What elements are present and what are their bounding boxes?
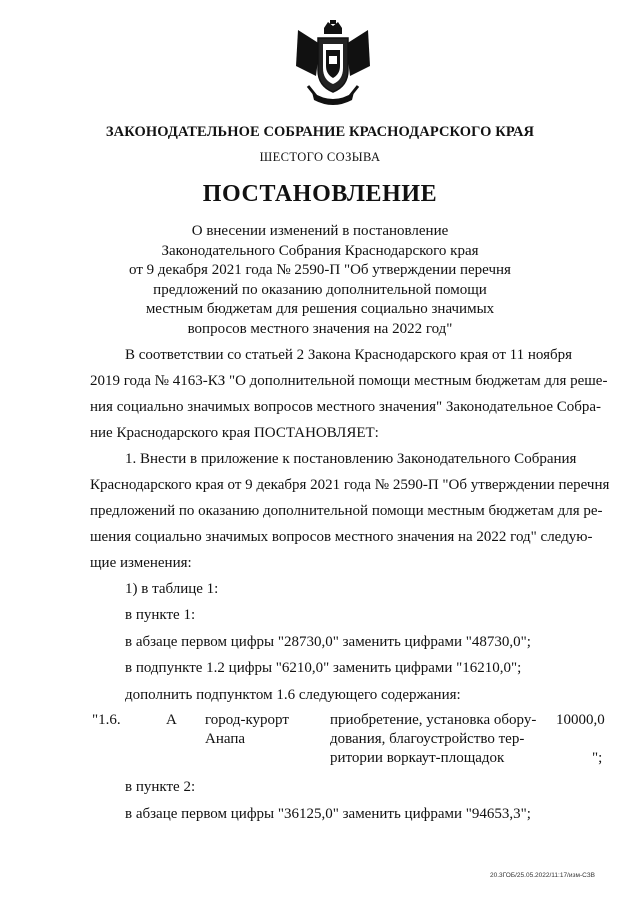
item-line: предложений по оказанию дополнительной помощи местным бюджетам для ре- [90,503,603,519]
item-line: Краснодарского края от 9 декабря 2021 года № 2590-П "Об утверждении перечня [90,477,610,493]
purpose-line: ритории воркаут-площадок [330,750,505,766]
coat-of-arms-emblem [290,20,376,108]
change-line: в абзаце первом цифры "28730,0" заменить цифрами "48730,0"; [125,634,531,650]
preamble-line: ние Краснодарского края ПОСТАНОВЛЯЕТ: [90,425,379,441]
row-place [205,711,289,749]
change-line: 1) в таблице 1: [125,581,219,597]
row-letter: А [166,712,177,728]
row-purpose [330,711,536,768]
preamble-line: В соответствии со статьей 2 Закона Краснодарского края от 11 ноября [125,347,573,363]
preamble-line: 2019 года № 4163-КЗ "О дополнительной помощи местным бюджетам для реше- [90,373,608,389]
subject-line: Законодательного Собрания Краснодарского края [161,242,479,259]
change-line: в подпункте 1.2 цифры "6210,0" заменить цифрами "16210,0"; [125,660,522,676]
preamble-line: ния социально значимых вопросов местного значения" Законодательное Собра- [90,399,602,415]
subject-line: предложений по оказанию дополнительной помощи [153,281,487,298]
change-line: в абзаце первом цифры "36125,0" заменить цифрами "94653,3"; [125,806,531,822]
item-line: шения социально значимых вопросов местного значения на 2022 год" следую- [90,529,593,545]
subject-line: О внесении изменений в постановление [191,223,449,239]
footer-code: 20.3ГОБ/25.05.2022/11:17/изм-СЗВ [490,872,595,879]
row-number: "1.6. [92,712,121,728]
change-line: в пункте 1: [125,607,196,623]
change-line: дополнить подпунктом 1.6 следующего содержания: [125,687,461,703]
item-line: щие изменения: [90,555,192,571]
row-closing-quote: "; [592,750,603,766]
document-subject [0,222,640,340]
subject-line: от 9 декабря 2021 года № 2590-П "Об утверждении перечня [129,262,511,279]
row-amount: 10000,0 [556,712,605,728]
organization-name: ЗАКОНОДАТЕЛЬНОЕ СОБРАНИЕ КРАСНОДАРСКОГО КРАЯ [105,124,535,140]
purpose-line: приобретение, установка обору- [330,712,537,728]
item-line: 1. Внести в приложение к постановлению Законодательного Собрания [125,451,577,467]
place-line: город-курорт [205,712,289,728]
document-type-title: ПОСТАНОВЛЕНИЕ [202,181,438,207]
subject-line: вопросов местного значения на 2022 год" [187,320,453,337]
place-line: Анапа [205,731,246,747]
purpose-line: дования, благоустройство тер- [330,731,525,747]
change-line: в пункте 2: [125,779,196,795]
convocation: ШЕСТОГО СОЗЫВА [259,150,381,164]
subject-line: местным бюджетам для решения социально значимых [145,301,495,318]
